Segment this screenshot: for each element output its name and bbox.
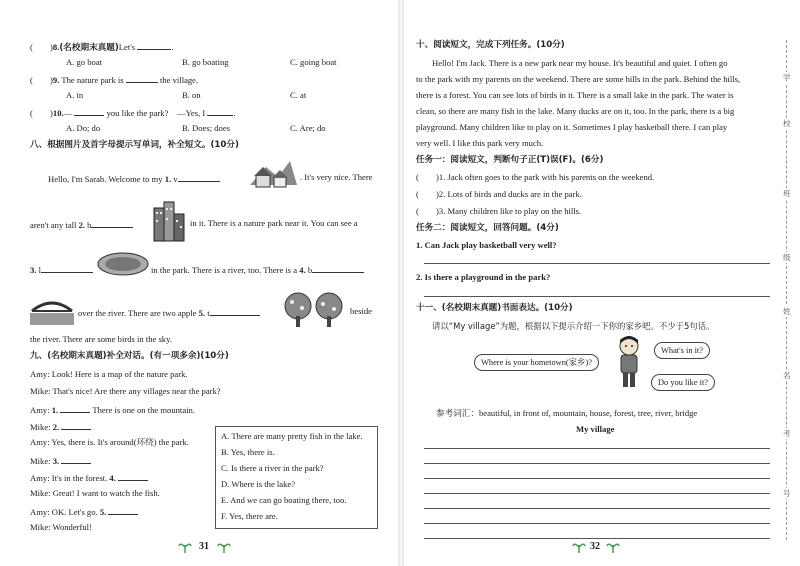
section-9-title: 九、(名校期末真题)补全对话。(有一项多余)(10分) [30, 351, 229, 361]
answer-blank[interactable] [126, 73, 158, 83]
tf-item: ( )1. Jack often goes to the park with his parents on the weekend. [416, 172, 655, 182]
answer-blank[interactable] [210, 306, 260, 316]
answer-blank[interactable] [91, 218, 133, 228]
question-9: ( )9. The nature park is the village. [30, 75, 199, 85]
option: B. go boating [182, 57, 229, 67]
binding-line [786, 40, 787, 540]
section-10-title: 十、阅读短文，完成下列任务。(10分) [416, 40, 565, 50]
answer-blank[interactable] [137, 40, 171, 50]
option: A. in [66, 90, 84, 100]
page-number: 32 [590, 541, 600, 552]
answer-blank[interactable] [61, 454, 91, 464]
answer-blank[interactable] [207, 106, 233, 116]
leaf-icon [572, 540, 586, 554]
question-10: ( )10.— you like the park? —Yes, I . [30, 108, 236, 118]
option: C. Is there a river in the park? [221, 463, 324, 473]
answer-blank[interactable] [74, 106, 104, 116]
passage-line: very well. I like this park very much. [416, 138, 544, 148]
leaf-icon [178, 540, 192, 554]
bridge-picture [30, 295, 74, 325]
writing-line[interactable] [424, 448, 770, 449]
option: C. Are; do [290, 123, 326, 133]
question: 2. Is there a playground in the park? [416, 272, 551, 282]
section-11-title: 十一、(名校期末真题)书面表达。(10分) [416, 303, 573, 313]
boy-illustration [612, 334, 646, 390]
answer-blank[interactable] [41, 263, 93, 273]
binding-label: 名 [783, 371, 791, 380]
answer-blank[interactable] [178, 172, 220, 182]
answer-blank[interactable] [60, 403, 90, 413]
lake-picture [97, 251, 149, 277]
writing-line[interactable] [424, 523, 770, 524]
tf-item: ( )3. Many children like to play on the hills. [416, 206, 582, 216]
section-8-title: 八、根据图片及首字母提示写单词，补全短文。(10分) [30, 140, 239, 150]
binding-label: 班 [783, 189, 791, 198]
passage-line: over the river. There are two apple 5. t [78, 306, 260, 319]
reference-vocabulary: 参考词汇：beautiful, in front of, mountain, house, forest, tree, river, bridge [436, 408, 698, 418]
question-8: ( )8.(名校期末真题)Let's . [30, 42, 174, 53]
page-number: 31 [199, 541, 209, 552]
writing-instruction: 请以“My village”为题，根据以下提示介绍一下你的家乡吧。不少于5句话。 [432, 321, 715, 331]
apple-trees-picture [282, 292, 346, 328]
writing-line[interactable] [424, 493, 770, 494]
binding-label: 姓 [783, 307, 791, 316]
task-1-title: 任务一：阅读短文，判断句子正(T)误(F)。(6分) [416, 155, 604, 165]
village-picture [248, 155, 298, 191]
option: B. on [182, 90, 201, 100]
passage-line: clean, so there are many fish in the lake. Many ducks are on it, too. In the park, there is a big [416, 106, 735, 116]
writing-line[interactable] [424, 463, 770, 464]
prompt-bubble: Do you like it? [651, 374, 715, 391]
option: C. at [290, 90, 307, 100]
passage-line: playground. Many children like to play on it. Sometimes I play basketball there. I can play [416, 122, 728, 132]
writing-line[interactable] [424, 478, 770, 479]
option: A. There are many pretty fish in the lake. [221, 431, 363, 441]
question: 1. Can Jack play basketball very well? [416, 240, 557, 250]
essay-heading: My village [576, 424, 615, 434]
option: E. And we can go boating there, too. [221, 495, 347, 505]
buildings-picture [152, 200, 186, 242]
leaf-icon [217, 540, 231, 554]
passage-line: in the park. There is a river, too. There is a 4. b [151, 263, 364, 276]
task-2-title: 任务二：阅读短文，回答问题。(4分) [416, 223, 559, 233]
option: A. go boat [66, 57, 103, 67]
binding-label: 校 [783, 119, 791, 128]
option: F. Yes, there are. [221, 511, 278, 521]
prompt-bubble: Where is your hometown(家乡)? [474, 354, 599, 371]
answer-line[interactable] [424, 296, 770, 297]
option: B. Yes, there is. [221, 447, 275, 457]
option: D. Where is the lake? [221, 479, 296, 489]
page-spine [398, 0, 404, 566]
binding-label: 学 [783, 73, 791, 82]
option: A. Do; do [66, 123, 101, 133]
tf-item: ( )2. Lots of birds and ducks are in the park. [416, 189, 582, 199]
answer-blank[interactable] [312, 263, 364, 273]
answer-blank[interactable] [108, 505, 138, 515]
passage-line: Hello, I'm Sarah. Welcome to my 1. v [48, 172, 220, 185]
binding-label: 号 [783, 489, 791, 498]
writing-line[interactable] [424, 508, 770, 509]
answer-blank[interactable] [61, 420, 91, 430]
option: B. Does; does [182, 123, 230, 133]
binding-label: 级 [783, 253, 791, 262]
passage-line: 3. l [30, 263, 93, 276]
passage-line: to the park with my parents on the weekend. There are some hills in the park. Behind the hills, [416, 74, 741, 84]
passage-line: aren't any tall 2. b [30, 218, 133, 231]
option: C. going boat [290, 57, 337, 67]
answer-blank[interactable] [118, 471, 148, 481]
writing-line[interactable] [424, 538, 770, 539]
leaf-icon [606, 540, 620, 554]
prompt-bubble: What's in it? [654, 342, 710, 359]
passage-line: there is a forest. You can see lots of birds in it. There is a small lake in the park. The water is [416, 90, 734, 100]
passage-line: Hello! I'm Jack. There is a new park near my house. It's beautiful and quiet. I often go [432, 58, 728, 68]
binding-label: 考 [783, 429, 791, 438]
answer-line[interactable] [424, 263, 770, 264]
